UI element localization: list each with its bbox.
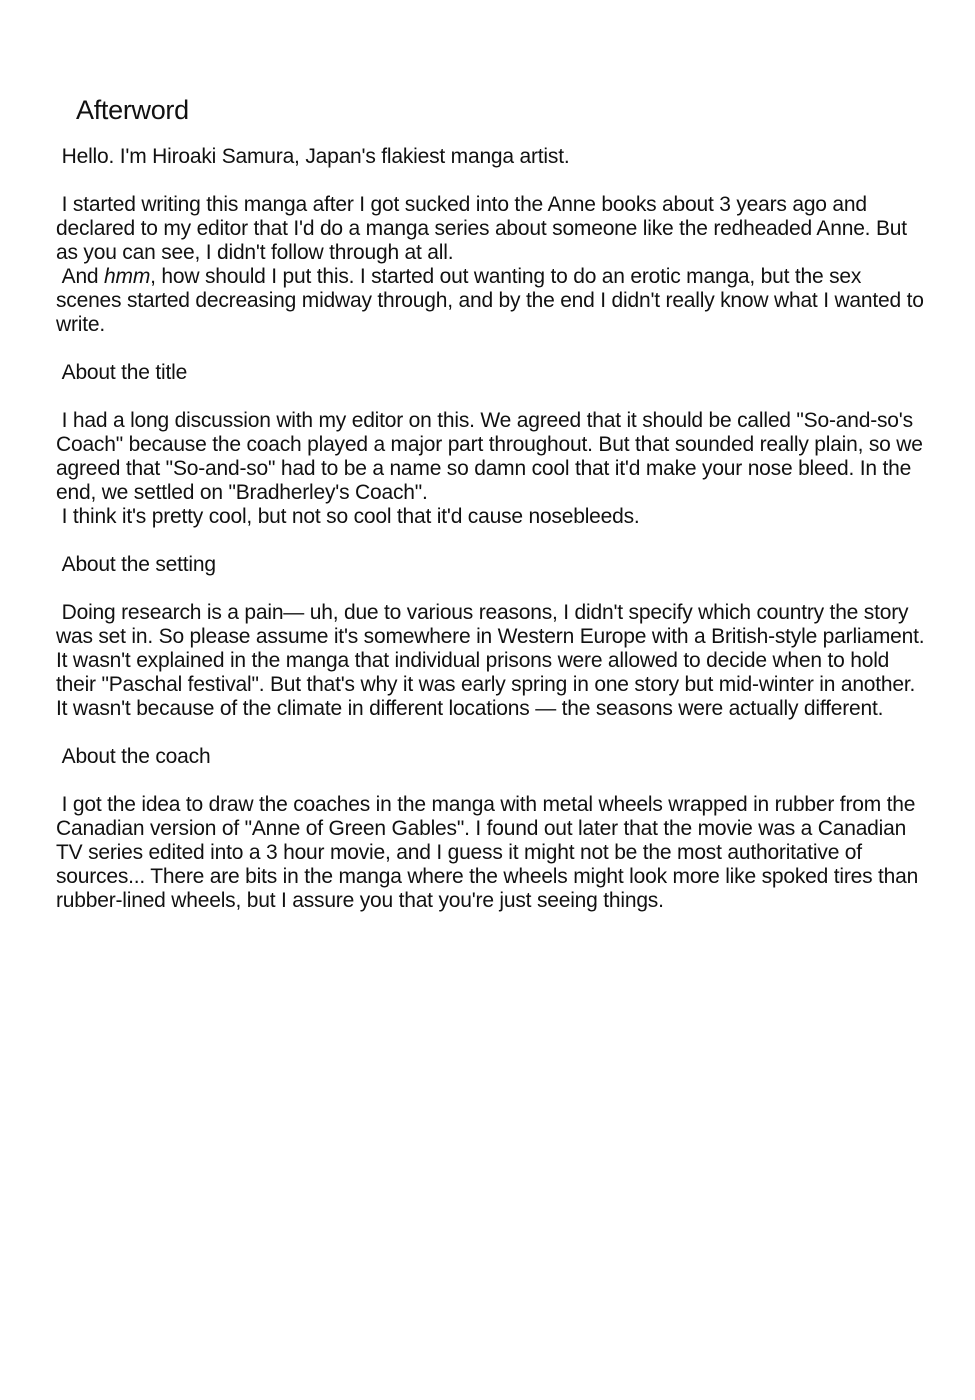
section-coach-paragraph-1: I got the idea to draw the coaches in the manga with metal wheels wrapped in rubber from the Canadian version of "Anne of Green Gables". I found out later that the movie was a Canadian TV series edited into a 3 hour movie, and I guess it might not be the most authoritative of sources... There are bits in the manga where the wheels might look more like spoked tires than rubber-lined wheels, but I assure you that you're just seeing things. — [56, 793, 924, 912]
paragraph-erotic-manga — [56, 265, 930, 337]
page-title: Afterword — [76, 95, 189, 125]
section-heading-coach: About the coach — [56, 745, 211, 768]
section-title-paragraph-1: I had a long discussion with my editor on this. We agreed that it should be called "So-and-so's Coach" because the coach played a major part throughout. But that sounded really plain, so we agreed that "So-and-so" had to be a name so damn cool that it'd make your nose bleed. In the end, we settled on "Bradherley's Coach". — [56, 409, 929, 504]
paragraph-erotic-manga-rest: , how should I put this. I started out wanting to do an erotic manga, but the sex scenes started decreasing midway through, and by the end I didn't really know what I wanted to write. — [56, 265, 930, 336]
afterword-body — [56, 145, 931, 937]
section-title-paragraph-2: I think it's pretty cool, but not so cool that it'd cause nosebleeds. — [56, 505, 640, 528]
paragraph-erotic-manga-start: And — [56, 265, 105, 288]
section-setting-paragraph-1: Doing research is a pain— uh, due to various reasons, I didn't specify which country the story was set in. So please assume it's somewhere in Western Europe with a British-style parliament. It wasn't explained in the manga that individual prisons were allowed to decide when to hold their "Paschal festival". But that's why it was early spring in one story but mid-winter in another. It wasn't because of the climate in different locations — the seasons were actually different. — [56, 601, 931, 720]
section-heading-title: About the title — [56, 361, 188, 384]
section-heading-setting: About the setting — [56, 553, 216, 576]
intro-paragraph: Hello. I'm Hiroaki Samura, Japan's flakiest manga artist. — [56, 145, 570, 168]
paragraph-manga-origin: I started writing this manga after I got sucked into the Anne books about 3 years ago and declared to my editor that I'd do a manga series about someone like the redheaded Anne. But as you can see, I didn't follow through at all. — [56, 193, 913, 264]
paragraph-erotic-manga-emphasis: hmm — [104, 265, 151, 288]
